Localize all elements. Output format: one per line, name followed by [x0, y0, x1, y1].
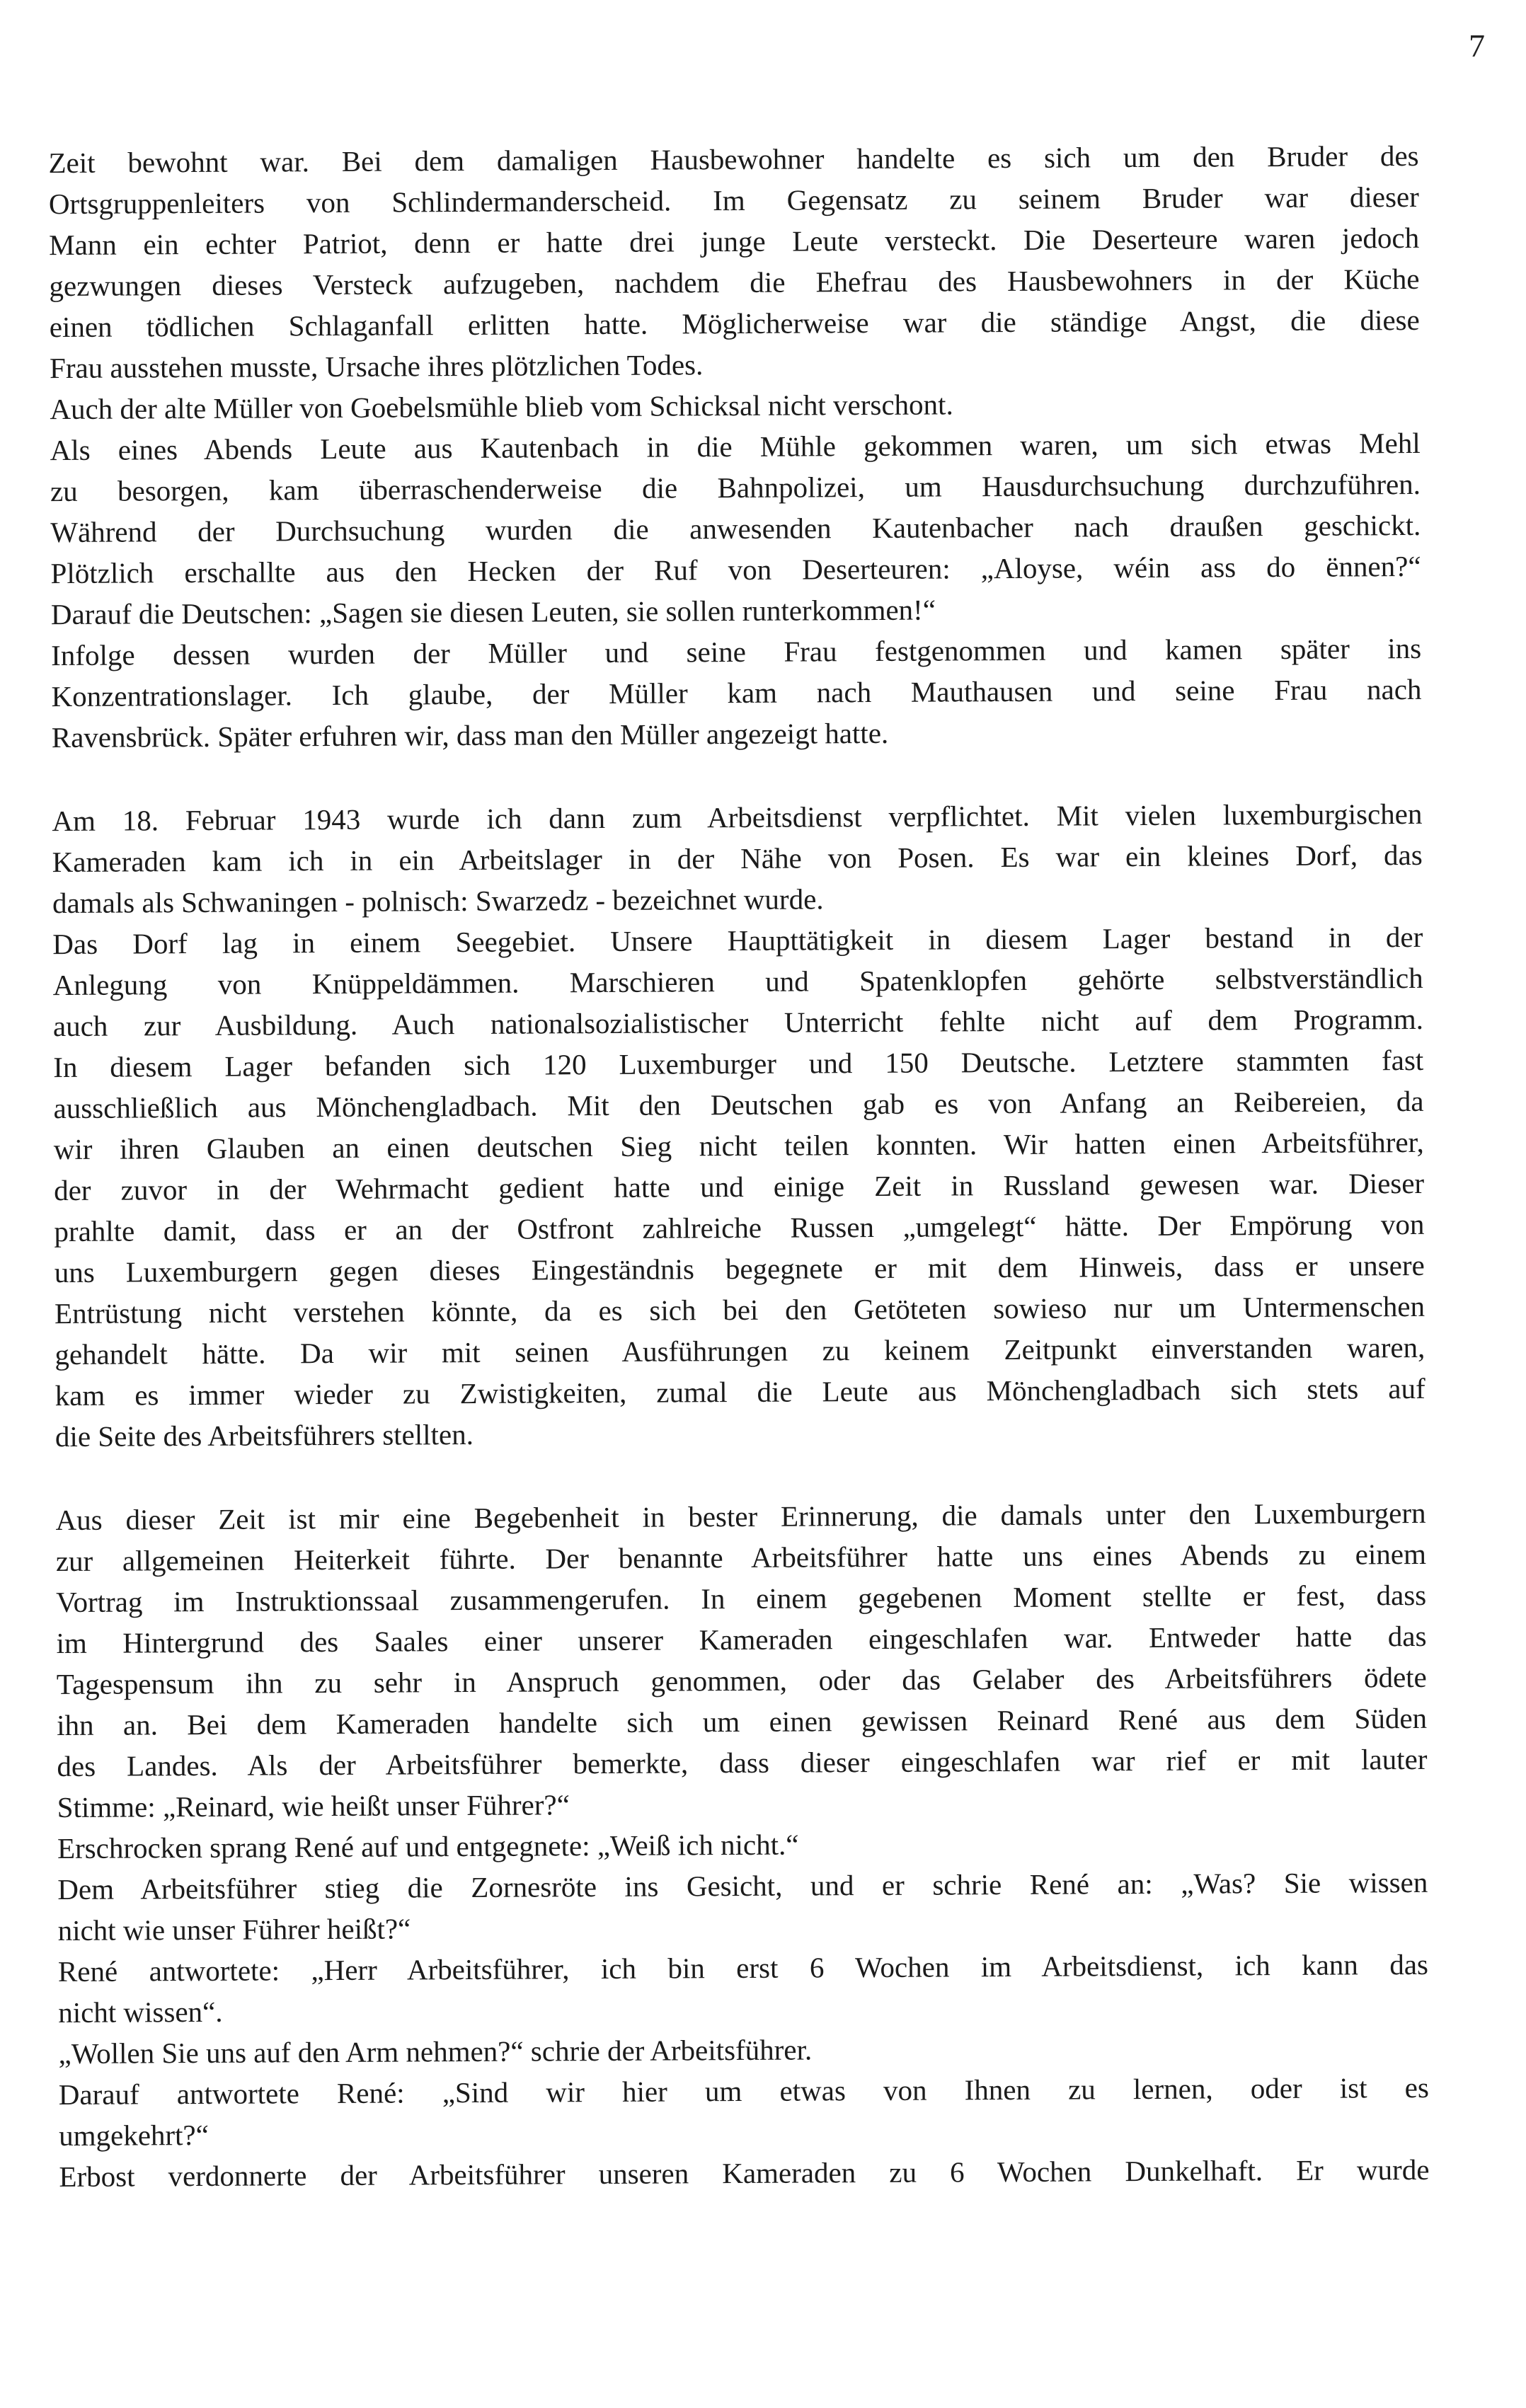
text-line: ihn an. Bei dem Kameraden handelte sich um einen gewissen Reinard René aus dem Süden — [57, 1701, 1428, 1742]
paragraph-1 — [48, 135, 1422, 758]
text-line: Als eines Abends Leute aus Kautenbach in die Mühle gekommen waren, um sich etwas Mehl — [50, 426, 1421, 467]
text-line: Plötzlich erschallte aus den Hecken der Ruf von Deserteuren: „Aloyse, wéin ass do ënnen?“ — [50, 549, 1421, 590]
text-line: im Hintergrund des Saales einer unserer Kameraden eingeschlafen war. Entweder hatte das — [56, 1619, 1427, 1660]
text-line: Anlegung von Knüppeldämmen. Marschieren und Spatenklopfen gehörte selbstverständlich — [52, 961, 1423, 1002]
text-line: Darauf die Deutschen: „Sagen sie diesen Leuten, sie sollen runterkommen!“ — [50, 593, 936, 631]
text-line: Dem Arbeitsführer stieg die Zornesröte ins Gesicht, und er schrie René an: „Was? Sie wissen — [57, 1865, 1428, 1906]
text-line: Entrüstung nicht verstehen könnte, da es sich bei den Getöteten sowieso nur um Untermenschen — [54, 1289, 1425, 1330]
text-line: Zeit bewohnt war. Bei dem damaligen Hausbewohner handelte es sich um den Bruder des — [48, 139, 1419, 180]
text-line: Auch der alte Müller von Goebelsmühle blieb vom Schicksal nicht verschont. — [50, 388, 953, 426]
text-line: Frau ausstehen musste, Ursache ihres plötzlichen Todes. — [49, 348, 704, 385]
text-line: Ravensbrück. Später erfuhren wir, dass man den Müller angezeigt hatte. — [51, 716, 889, 754]
text-line: auch zur Ausbildung. Auch nationalsozialistischer Unterricht fehlte nicht auf dem Programm. — [52, 1002, 1424, 1043]
text-line: ausschließlich aus Mönchengladbach. Mit den Deutschen gab es von Anfang an Reibereien, da — [53, 1084, 1424, 1125]
text-line: Das Dorf lag in einem Seegebiet. Unsere Haupttätigkeit in diesem Lager bestand in der — [52, 920, 1423, 961]
paragraph-2 — [52, 793, 1425, 1457]
text-line: „Wollen Sie uns auf den Arm nehmen?“ schrie der Arbeitsführer. — [58, 2033, 813, 2070]
text-line: damals als Schwaningen - polnisch: Swarzedz - bezeichnet wurde. — [52, 882, 824, 920]
text-line: Erbost verdonnerte der Arbeitsführer unseren Kameraden zu 6 Wochen Dunkelhaft. Er wurde — [59, 2153, 1430, 2194]
page-text-content — [48, 135, 1429, 2197]
text-line: die Seite des Arbeitsführers stellten. — [54, 1417, 474, 1453]
text-line: Mann ein echter Patriot, denn er hatte drei junge Leute versteckt. Die Deserteure waren jedoch — [49, 221, 1420, 262]
text-line: Ortsgruppenleiters von Schlindermanderscheid. Im Gegensatz zu seinem Bruder war dieser — [48, 180, 1419, 221]
text-line: nicht wissen“. — [58, 1995, 223, 2029]
text-line: des Landes. Als der Arbeitsführer bemerkte, dass dieser eingeschlafen war rief er mit lauter — [57, 1742, 1428, 1783]
text-line: Am 18. Februar 1943 wurde ich dann zum Arbeitsdienst verpflichtet. Mit vielen luxemburgischen — [52, 797, 1423, 838]
paragraph-3 — [55, 1492, 1429, 2197]
text-line: In diesem Lager befanden sich 120 Luxemburger und 150 Deutsche. Letztere stammten fast — [53, 1043, 1424, 1084]
text-line: Konzentrationslager. Ich glaube, der Müller kam nach Mauthausen und seine Frau nach — [51, 672, 1422, 713]
text-line: Tagespensum ihn zu sehr in Anspruch genommen, oder das Gelaber des Arbeitsführers ödete — [56, 1660, 1427, 1701]
text-line: gehandelt hätte. Da wir mit seinen Ausführungen zu keinem Zeitpunkt einverstanden waren, — [54, 1330, 1425, 1371]
text-line: der zuvor in der Wehrmacht gedient hatte und einige Zeit in Russland gewesen war. Dieser — [54, 1166, 1425, 1207]
text-line: Erschrocken sprang René auf und entgegnete: „Weiß ich nicht.“ — [57, 1828, 799, 1865]
text-line: prahlte damit, dass er an der Ostfront zahlreiche Russen „umgelegt“ hätte. Der Empörung von — [54, 1207, 1425, 1248]
text-line: Stimme: „Reinard, wie heißt unser Führer?“ — [57, 1788, 570, 1824]
text-line: Infolge dessen wurden der Müller und seine Frau festgenommen und kamen später ins — [51, 631, 1422, 672]
text-line: wir ihren Glauben an einen deutschen Sieg nicht teilen konnten. Wir hatten einen Arbeitsführer, — [53, 1125, 1424, 1166]
text-line: uns Luxemburgern gegen dieses Eingeständnis begegnete er mit dem Hinweis, dass er unsere — [54, 1248, 1425, 1289]
text-line: kam es immer wieder zu Zwistigkeiten, zumal die Leute aus Mönchengladbach sich stets auf — [54, 1371, 1425, 1412]
text-line: Darauf antwortete René: „Sind wir hier um etwas von Ihnen zu lernen, oder ist es — [58, 2070, 1429, 2112]
text-line: einen tödlichen Schlaganfall erlitten hatte. Möglicherweise war die ständige Angst, die diese — [49, 303, 1420, 344]
text-line: Während der Durchsuchung wurden die anwesenden Kautenbacher nach draußen geschickt. — [50, 508, 1421, 549]
text-line: René antwortete: „Herr Arbeitsführer, ich bin erst 6 Wochen im Arbeitsdienst, ich kann das — [57, 1947, 1429, 1988]
text-line: nicht wie unser Führer heißt?“ — [57, 1912, 411, 1947]
text-line: Kameraden kam ich in ein Arbeitslager in der Nähe von Posen. Es war ein kleines Dorf, das — [52, 838, 1423, 879]
text-line: umgekehrt?“ — [59, 2118, 210, 2153]
page-number: 7 — [1469, 28, 1485, 64]
text-line: Aus dieser Zeit ist mir eine Begebenheit in bester Erinnerung, die damals unter den Luxemburgern — [55, 1496, 1426, 1537]
text-line: Vortrag im Instruktionssaal zusammengerufen. In einem gegebenen Moment stellte er fest, dass — [56, 1578, 1427, 1619]
text-line: zur allgemeinen Heiterkeit führte. Der benannte Arbeitsführer hatte uns eines Abends zu einem — [55, 1537, 1427, 1578]
text-line: zu besorgen, kam überraschenderweise die Bahnpolizei, um Hausdurchsuchung durchzuführen. — [50, 467, 1421, 508]
text-line: gezwungen dieses Versteck aufzugeben, nachdem die Ehefrau des Hausbewohners in der Küche — [49, 262, 1420, 303]
